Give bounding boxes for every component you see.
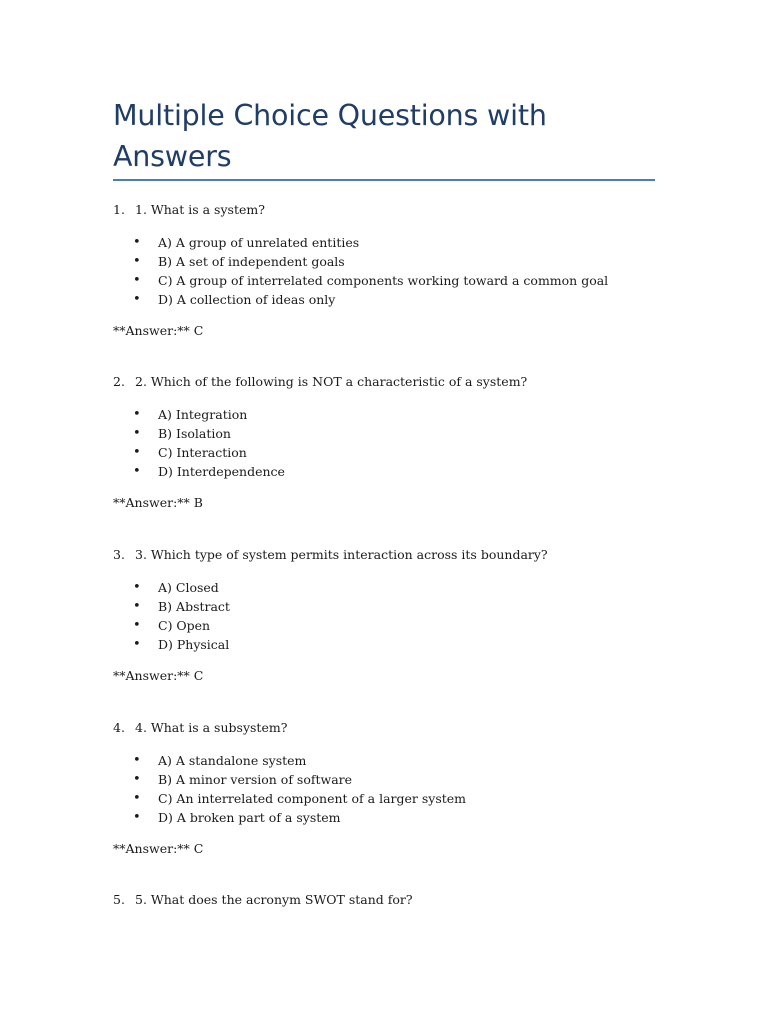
question-text: 3. Which type of system permits interaction across its boundary?	[135, 547, 548, 562]
option-item	[113, 770, 673, 789]
question-number: 1.	[113, 202, 125, 217]
option-text: A) Closed	[158, 580, 219, 595]
bullet-icon: •	[133, 580, 141, 595]
answer-line: **Answer:** B	[113, 495, 203, 510]
bullet-icon: •	[133, 791, 141, 806]
question-number: 2.	[113, 374, 125, 389]
option-item	[113, 789, 673, 808]
bullet-icon: •	[133, 599, 141, 614]
page-title-line-2: Answers	[113, 140, 232, 173]
option-item	[113, 290, 673, 309]
option-text: D) Interdependence	[158, 464, 285, 479]
option-item	[113, 597, 673, 616]
bullet-icon: •	[133, 445, 141, 460]
page-title	[113, 95, 673, 177]
option-text: A) A standalone system	[158, 753, 307, 768]
question-5	[113, 891, 673, 909]
option-list	[113, 751, 673, 827]
question-number: 4.	[113, 720, 125, 735]
option-list	[113, 578, 673, 654]
option-text: D) A collection of ideas only	[158, 292, 336, 307]
bullet-icon: •	[133, 235, 141, 250]
bullet-icon: •	[133, 772, 141, 787]
question-1	[113, 201, 673, 340]
option-list	[113, 233, 673, 309]
option-item	[113, 635, 673, 654]
question-4	[113, 719, 673, 858]
option-item	[113, 578, 673, 597]
bullet-icon: •	[133, 254, 141, 269]
option-text: B) A set of independent goals	[158, 254, 345, 269]
bullet-icon: •	[133, 407, 141, 422]
option-item	[113, 616, 673, 635]
option-text: B) A minor version of software	[158, 772, 353, 787]
question-line	[113, 546, 673, 564]
option-text: D) A broken part of a system	[158, 810, 341, 825]
option-text: B) Isolation	[158, 426, 231, 441]
bullet-icon: •	[133, 426, 141, 441]
answer-line: **Answer:** C	[113, 323, 204, 338]
option-text: C) Interaction	[158, 445, 247, 460]
question-line	[113, 891, 673, 909]
option-item	[113, 462, 673, 481]
question-line	[113, 373, 673, 391]
question-text: 1. What is a system?	[135, 202, 265, 217]
option-item	[113, 424, 673, 443]
option-list	[113, 405, 673, 481]
option-item	[113, 443, 673, 462]
option-item	[113, 233, 673, 252]
question-number: 5.	[113, 892, 125, 907]
option-text: C) A group of interrelated components working toward a common goal	[158, 273, 609, 288]
answer-line: **Answer:** C	[113, 841, 204, 856]
bullet-icon: •	[133, 753, 141, 768]
option-item	[113, 808, 673, 827]
answer-line: **Answer:** C	[113, 668, 204, 683]
option-item	[113, 252, 673, 271]
title-underline-rule	[113, 179, 655, 181]
option-text: A) A group of unrelated entities	[158, 235, 360, 250]
bullet-icon: •	[133, 292, 141, 307]
option-item	[113, 751, 673, 770]
bullet-icon: •	[133, 637, 141, 652]
question-2	[113, 373, 673, 512]
question-text: 5. What does the acronym SWOT stand for?	[135, 892, 413, 907]
question-text: 2. Which of the following is NOT a characteristic of a system?	[135, 374, 528, 389]
question-line	[113, 719, 673, 737]
option-text: B) Abstract	[158, 599, 230, 614]
option-text: D) Physical	[158, 637, 230, 652]
question-text: 4. What is a subsystem?	[135, 720, 288, 735]
option-item	[113, 405, 673, 424]
option-text: C) An interrelated component of a larger system	[158, 791, 467, 806]
bullet-icon: •	[133, 464, 141, 479]
question-line	[113, 201, 673, 219]
page-title-line-1: Multiple Choice Questions with	[113, 99, 547, 132]
bullet-icon: •	[133, 618, 141, 633]
option-text: A) Integration	[158, 407, 248, 422]
option-text: C) Open	[158, 618, 211, 633]
option-item	[113, 271, 673, 290]
bullet-icon: •	[133, 273, 141, 288]
question-3	[113, 546, 673, 685]
question-number: 3.	[113, 547, 125, 562]
bullet-icon: •	[133, 810, 141, 825]
